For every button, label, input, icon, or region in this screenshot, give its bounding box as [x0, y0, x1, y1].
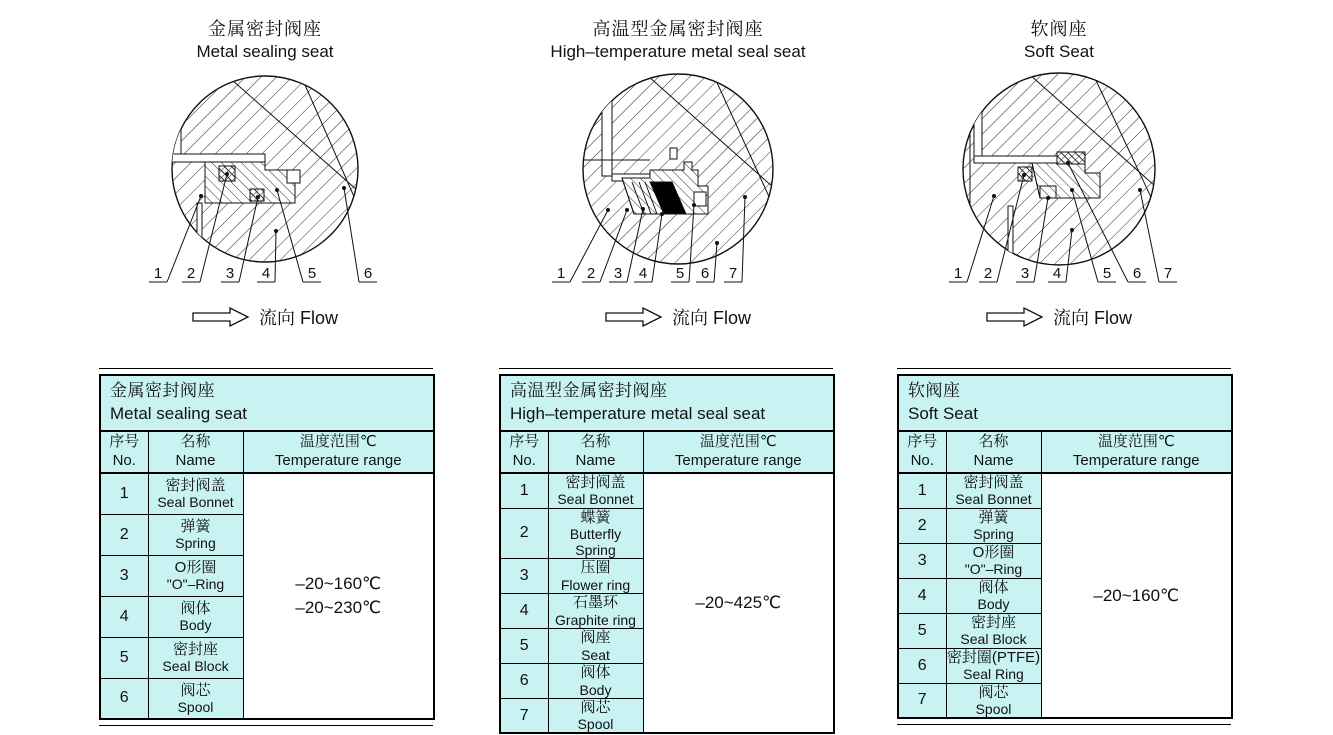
row-number: 5	[500, 628, 548, 663]
row-number: 7	[898, 683, 946, 718]
row-number: 1	[100, 473, 148, 514]
table-title	[100, 375, 434, 431]
callout-number: 2	[983, 265, 993, 282]
table-row	[898, 473, 1232, 508]
table-title	[500, 375, 834, 431]
part-name: 压圈 Flower ring	[548, 558, 643, 593]
row-number: 1	[898, 473, 946, 508]
flow-arrow-icon	[986, 307, 1044, 327]
row-number: 2	[500, 508, 548, 558]
callout-number: 5	[1102, 265, 1112, 282]
flow-indicator	[498, 305, 858, 329]
table-title-en: High–temperature metal seal seat	[510, 404, 766, 423]
callout-number: 4	[261, 265, 271, 282]
part-name: 密封座 Seal Block	[946, 613, 1041, 648]
row-number: 3	[100, 555, 148, 596]
cross-section-drawing	[498, 66, 858, 301]
outer-rule-bottom	[897, 724, 1231, 725]
table-title-zh: 软阀座	[908, 381, 961, 401]
callout-number: 3	[1020, 265, 1030, 282]
cross-section-drawing	[879, 66, 1239, 301]
col-header-name: 名称 Name	[946, 431, 1041, 473]
row-number: 5	[100, 637, 148, 678]
diagram-title-zh: 软阀座	[1030, 19, 1088, 39]
seat-table	[897, 374, 1233, 719]
callout-number: 2	[586, 265, 596, 282]
diagram-title-zh: 高温型金属密封阀座	[592, 19, 764, 39]
cross-section-drawing	[85, 66, 445, 301]
diagram-title-en: Metal sealing seat	[196, 42, 334, 62]
diagram-high-temperature-seat	[498, 18, 858, 329]
outer-rule-top	[897, 368, 1231, 369]
callout-number: 4	[638, 265, 648, 282]
callout-number: 5	[675, 265, 685, 282]
row-number: 4	[100, 596, 148, 637]
row-number: 6	[100, 678, 148, 719]
diagram-soft-seat	[879, 18, 1239, 329]
row-number: 4	[500, 593, 548, 628]
row-number: 5	[898, 613, 946, 648]
part-name: 石墨环 Graphite ring	[548, 593, 643, 628]
diagram-title-en: Soft Seat	[1024, 42, 1094, 62]
callout-number: 1	[556, 265, 566, 282]
row-number: 2	[898, 508, 946, 543]
row-number: 3	[898, 543, 946, 578]
callout-number: 3	[225, 265, 235, 282]
callout-number: 1	[153, 265, 163, 282]
table-title-zh: 高温型金属密封阀座	[510, 381, 668, 401]
callout-number: 2	[186, 265, 196, 282]
table-title-zh: 金属密封阀座	[110, 381, 215, 401]
part-name: 阀芯 Spool	[946, 683, 1041, 718]
temperature-range: –20~425℃	[643, 473, 834, 733]
col-header-name: 名称 Name	[148, 431, 243, 473]
temperature-range: –20~160℃	[1041, 473, 1232, 718]
col-header-no: 序号 No.	[500, 431, 548, 473]
diagram-title	[498, 18, 858, 66]
outer-rule-top	[499, 368, 833, 369]
table-title-en: Soft Seat	[908, 404, 978, 423]
flow-indicator	[879, 305, 1239, 329]
diagram-metal-sealing-seat	[85, 18, 445, 329]
callout-number: 6	[1132, 265, 1142, 282]
callout-number: 7	[1163, 265, 1173, 282]
outer-rule-bottom	[99, 725, 433, 726]
row-number: 7	[500, 698, 548, 733]
part-name: O形圈 "O"–Ring	[148, 555, 243, 596]
callout-number: 7	[728, 265, 738, 282]
part-name: 蝶簧 Butterfly Spring	[548, 508, 643, 558]
callout-number: 6	[700, 265, 710, 282]
flow-label: 流向 Flow	[258, 308, 338, 328]
col-header-no: 序号 No.	[100, 431, 148, 473]
diagram-title	[879, 18, 1239, 66]
seat-table	[99, 374, 435, 720]
row-number: 6	[500, 663, 548, 698]
table-high-temperature-seat	[499, 368, 833, 735]
seat-table	[499, 374, 835, 734]
table-metal-sealing-seat	[99, 368, 433, 726]
leader-line	[1140, 190, 1159, 282]
col-header-name: 名称 Name	[548, 431, 643, 473]
flow-arrow-icon	[192, 307, 250, 327]
col-header-temperature: 温度范围℃ Temperature range	[243, 431, 434, 473]
callout-number: 1	[953, 265, 963, 282]
flow-arrow-icon	[605, 307, 663, 327]
flow-label: 流向 Flow	[1052, 308, 1132, 328]
col-header-temperature: 温度范围℃ Temperature range	[1041, 431, 1232, 473]
callout-number: 5	[307, 265, 317, 282]
part-name: 阀体 Body	[548, 663, 643, 698]
col-header-temperature: 温度范围℃ Temperature range	[643, 431, 834, 473]
part-name: 弹簧 Spring	[148, 514, 243, 555]
callout-number: 6	[363, 265, 373, 282]
diagram-title-en: High–temperature metal seal seat	[550, 42, 806, 62]
row-number: 1	[500, 473, 548, 508]
part-name: 阀芯 Spool	[548, 698, 643, 733]
callout-number: 3	[613, 265, 623, 282]
row-number: 2	[100, 514, 148, 555]
part-name: O形圈 "O"–Ring	[946, 543, 1041, 578]
flow-label: 流向 Flow	[671, 308, 751, 328]
outer-rule-top	[99, 368, 433, 369]
part-name: 阀体 Body	[946, 578, 1041, 613]
part-name: 密封座 Seal Block	[148, 637, 243, 678]
row-number: 6	[898, 648, 946, 683]
part-name: 密封阀盖 Seal Bonnet	[148, 473, 243, 514]
part-name: 阀芯 Spool	[148, 678, 243, 719]
part-name: 密封圈(PTFE) Seal Ring	[946, 648, 1041, 683]
part-name: 密封阀盖 Seal Bonnet	[548, 473, 643, 508]
part-name: 弹簧 Spring	[946, 508, 1041, 543]
temperature-range: –20~160℃ –20~230℃	[243, 473, 434, 719]
diagram-title-zh: 金属密封阀座	[208, 19, 322, 39]
flow-indicator	[85, 305, 445, 329]
table-row	[500, 473, 834, 508]
table-title-en: Metal sealing seat	[110, 404, 248, 423]
row-number: 4	[898, 578, 946, 613]
table-title	[898, 375, 1232, 431]
part-name: 阀座 Seat	[548, 628, 643, 663]
diagram-title	[85, 18, 445, 66]
part-name: 阀体 Body	[148, 596, 243, 637]
row-number: 3	[500, 558, 548, 593]
callout-number: 4	[1052, 265, 1062, 282]
table-soft-seat	[897, 368, 1231, 725]
part-name: 密封阀盖 Seal Bonnet	[946, 473, 1041, 508]
col-header-no: 序号 No.	[898, 431, 946, 473]
table-row	[100, 473, 434, 514]
